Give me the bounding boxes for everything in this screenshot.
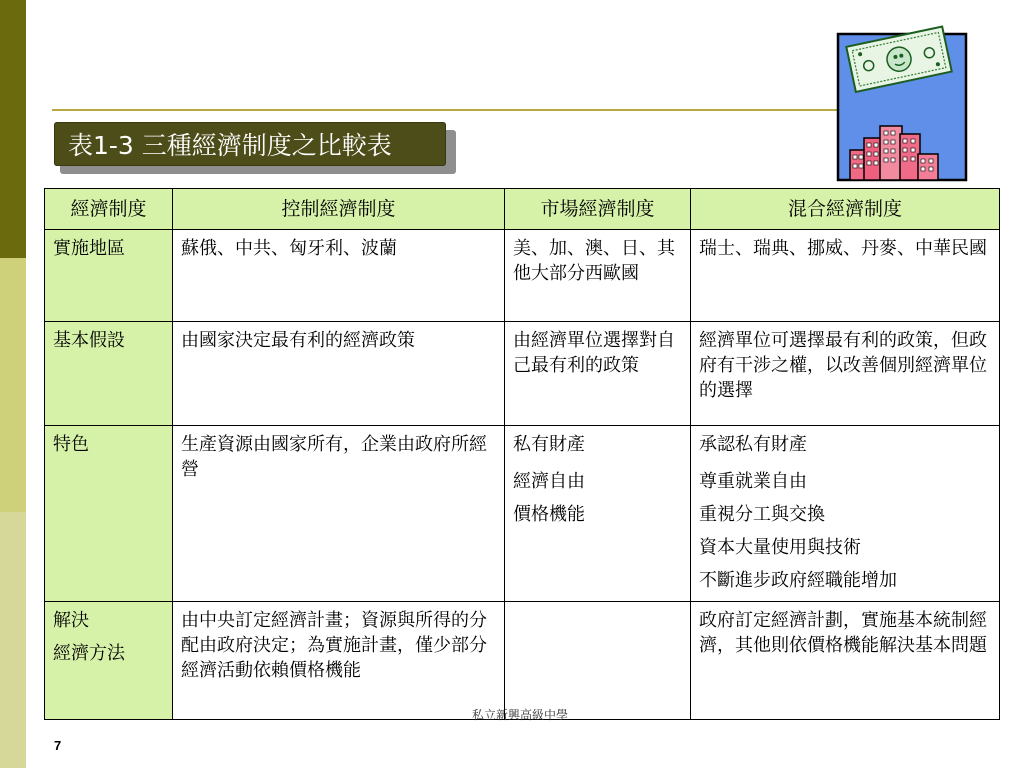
title-divider-line bbox=[52, 109, 842, 111]
header-command-economy: 控制經濟制度 bbox=[173, 189, 505, 230]
table-row bbox=[45, 322, 1000, 426]
list-item: 不斷進步政府經職能增加 bbox=[699, 570, 897, 591]
cell-control-assumption: 由國家決定最有利的經濟政策 bbox=[173, 322, 505, 426]
list-item: 尊重就業自由 bbox=[699, 471, 807, 492]
table-row bbox=[45, 230, 1000, 322]
row-label-features: 特色 bbox=[45, 426, 173, 602]
list-item: 私有財產 bbox=[513, 434, 585, 455]
table-row bbox=[45, 602, 1000, 720]
cell-mixed-regions: 瑞士、瑞典、挪威、丹麥、中華民國 bbox=[691, 230, 1000, 322]
cell-market-regions: 美、加、澳、日、其他大部分西歐國 bbox=[505, 230, 691, 322]
list-item: 經濟自由 bbox=[513, 471, 585, 492]
header-mixed-economy: 混合經濟制度 bbox=[691, 189, 1000, 230]
money-and-buildings-icon bbox=[836, 14, 970, 182]
table-row bbox=[45, 426, 1000, 602]
cell-control-features: 生產資源由國家所有，企業由政府所經營 bbox=[173, 426, 505, 602]
footer-school-name: 私立新興高級中學 bbox=[471, 708, 568, 722]
left-accent-bar-dark bbox=[0, 0, 26, 258]
row-label-solution bbox=[45, 602, 173, 720]
cell-market-assumption: 由經濟單位選擇對自己最有利的政策 bbox=[505, 322, 691, 426]
list-item: 重視分工與交換 bbox=[699, 504, 825, 525]
list-item: 價格機能 bbox=[513, 504, 585, 525]
cell-mixed-solution: 政府訂定經濟計劃，實施基本統制經濟，其他則依價格機能解決基本問題 bbox=[691, 602, 1000, 720]
left-accent-bar-light bbox=[0, 258, 26, 512]
cell-control-solution: 由中央訂定經濟計畫；資源與所得的分配由政府決定；為實施計畫，僅少部分經濟活動依賴價格機能 bbox=[173, 602, 505, 720]
table-header-row bbox=[45, 189, 1000, 230]
page-number: 7 bbox=[54, 738, 62, 753]
cell-mixed-features bbox=[691, 426, 1000, 602]
left-accent-bar-pale bbox=[0, 512, 26, 768]
cell-mixed-assumption: 經濟單位可選擇最有利的政策，但政府有干涉之權，以改善個別經濟單位的選擇 bbox=[691, 322, 1000, 426]
title-box bbox=[54, 122, 446, 166]
comparison-table bbox=[44, 188, 1000, 720]
row-label-line: 經濟方法 bbox=[53, 643, 125, 664]
slide-title: 表1-3 三種經濟制度之比較表 bbox=[68, 131, 392, 160]
cell-market-solution bbox=[505, 602, 691, 720]
cell-control-regions: 蘇俄、中共、匈牙利、波蘭 bbox=[173, 230, 505, 322]
left-accent-bar bbox=[0, 0, 26, 768]
header-economic-system: 經濟制度 bbox=[45, 189, 173, 230]
list-item: 資本大量使用與技術 bbox=[699, 537, 861, 558]
header-market-economy: 市場經濟制度 bbox=[505, 189, 691, 230]
row-label-assumption: 基本假設 bbox=[45, 322, 173, 426]
row-label-regions: 實施地區 bbox=[45, 230, 173, 322]
row-label-line: 解決 bbox=[53, 610, 89, 631]
list-item: 承認私有財產 bbox=[699, 434, 807, 455]
cell-market-features bbox=[505, 426, 691, 602]
